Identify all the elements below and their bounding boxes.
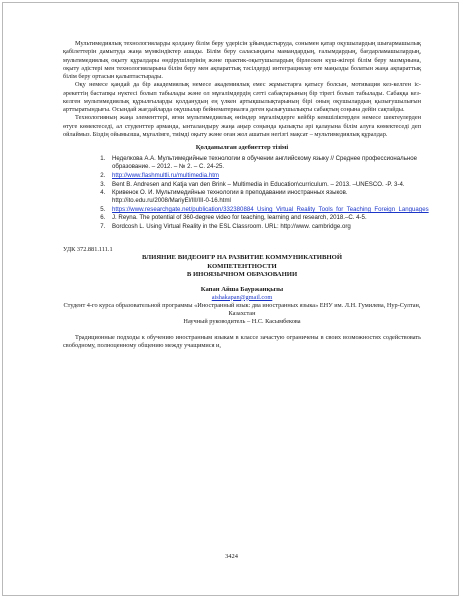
intro-paragraph: Традиционные подходы к обучению иностранным языкам в классе зачастую ограничены в своих возможностях содействовать свободному, полноценному общению между учащимися и, [63,334,421,350]
reference-item-6 [107,214,421,222]
author-block [63,286,421,326]
reference-item-7 [107,223,421,231]
article-title-line-1: ВЛИЯНИЕ ВИДЕОИГР НА РАЗВИТИЕ КОММУНИКАТИВНОЙ [141,254,343,262]
paragraph-3: Технологияның жаңа элементтері, яғни мультимедиялық өнімдер мұғалімдерге кейбір кемшіліктерден немесе шектеулерден өтуге көмектеседі, ал студенттер арманда, ынталандыру жаңа аңыр соңында қызықты әрі қалауына білім алуға көмектеседі деп ойлаймыз. Біздің ойымызша, мұғалімге, тиімді оқыту және оған жол ашатын негізгі мақсат – мультимедиялық құралдар. [63,114,421,138]
page-number: 3424 [225,553,238,560]
references-list [63,155,429,231]
paragraph-2: Оқу немесе қандай да бір академиялық немесе академиялық емес жұмыстарға қатысу болсын, мотивация кез-келген іс-әрекеттің бастапқы нүктесі болып табылады және ол мұғалімдердің сәтті сабақтарының бір тірегі болып табылады. Сабаққа кез-келген мультимедиялық құрылғыларды қолданудың ең үлкен артықшылықтарының бірі оның оқушылардың қызығушылығын арттыратындығы. Осындай жағдайларда оқушылар бейнематериалға деген қызығушылықты сабақтың соңына дейін сақтайды. [63,81,421,113]
reference-link[interactable]: http://www.flashmultli.ru/multimedia.htm [112,171,220,179]
author-affiliation: Студент 4-го курса образовательной программы «Иностранный язык: два иностранных языка» ЕНУ им. Л.Н. Гумилева, Нур-Султан, Казахстан [63,301,421,317]
reference-text: Неделкова А.А. Мультимедийные технологии в обучении английскому языку // Среднее профессиональное образование. – 2012. – № 2. – С. 24-25. [112,155,418,171]
reference-text: J. Reyna. The potential of 360-degree video for teaching, learning and research, 2018.–C. 4-5. [112,214,367,222]
reference-item-2[interactable] [107,172,421,180]
reference-link[interactable]: https://www.researchgate.net/publication/332380884_Using_Virtual_Reality_Tools_for_Teaching_Foreign_Languages [112,205,429,213]
page-content [63,40,429,351]
reference-item-5[interactable] [107,205,429,214]
reference-item-3 [107,181,421,189]
reference-item-4 [107,189,421,205]
article-title-line-3: В ИНОЯЗЫЧНОМ ОБРАЗОВАНИИ [186,271,298,279]
article-title [63,254,421,279]
article-title-line-2: КОМПЕТЕНТНОСТИ [207,262,277,270]
reference-text: Bordcosh L. Using Virtual Reality in the ESL Classroom. URL: http://www. cambridge.org [112,223,351,230]
reference-text: Кривенок О. И. Мультимедийные технологии в преподавании иностранных языков. http://ito.edu.ru/2008/MariyEl/III/III-0-16.html [112,189,348,205]
supervisor: Научный руководитель – Н.С. Касымбекова [183,317,301,325]
reference-text: Bent B. Andresen and Katja van den Brink – Multimedia in Education\curriculum. – 2013. –UNESCO. -P. 3-4. [112,180,405,188]
paragraph-1: Мультимедиялық технологияларды қолдану білім беру үдерісін ұйымдастыруда, сонымен қатар оқушылардың шығармашылық қабілеттерін дамытуда жаңа мүмкіндіктер ашады. Білім беру саласындағы мамандардың, ғалымдардың, бағдарламашылардың, мультимедиялық оқыту құралдары өндірушілерінің және практик-оқытушылардың бірлескен күш-жігері білім беру мазмұнына, оқыту әдістері мен технологияларына білім беру мен ақпараттық тәсілдерді интеграциялау өте маңызды болатын жаңа ақпараттық білім беру ортасын қалыптастырады. [63,40,421,80]
document-page [2,2,459,596]
references-title: Қолданылған әдебиеттер тізімі [195,144,289,151]
udk-code: УДК 372.881.111.1 [63,246,113,254]
author-name: Капан Айша Бауржанқызы [200,285,284,293]
author-email[interactable]: aishakapan@gmail.com [211,293,273,301]
reference-item-1 [107,155,421,171]
